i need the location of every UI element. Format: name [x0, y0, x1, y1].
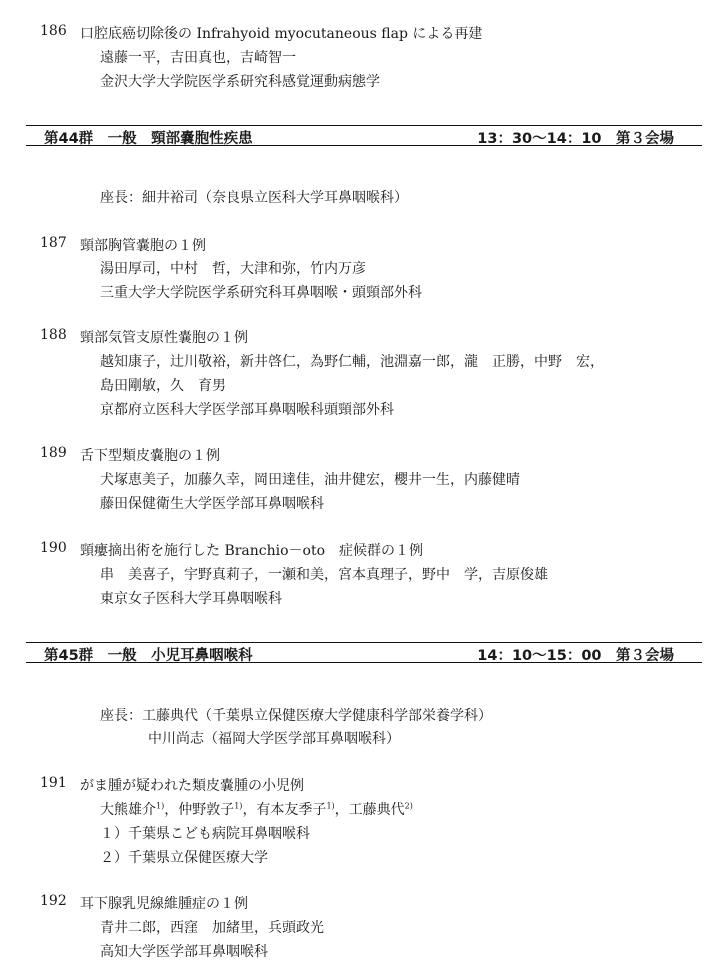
entry-title: がま腫が疑われた類皮嚢腫の小児例	[80, 778, 304, 794]
affiliation-mark: 1)	[156, 801, 165, 811]
entry-affiliation: ２）千葉県立保健医療大学	[100, 850, 268, 866]
section-title: 第44群 一般 頸部嚢胞性疾患	[44, 131, 253, 147]
entry-affiliation: 金沢大学大学院医学系研究科感覚運動病態学	[100, 74, 380, 90]
section-rule	[26, 145, 702, 146]
entry-number: 186	[40, 23, 67, 39]
entry-authors	[100, 799, 413, 819]
entry-title: 頸部胸管嚢胞の１例	[80, 238, 206, 254]
author-name: 大熊雄介	[100, 802, 156, 818]
entry-affiliation: １）千葉県こども病院耳鼻咽喉科	[100, 826, 310, 842]
chairperson: 座長：細井裕司（奈良県立医科大学耳鼻咽喉科）	[100, 190, 408, 206]
author-name: ，工藤典代	[334, 802, 405, 818]
entry-number: 192	[40, 893, 67, 909]
entry-number: 187	[40, 235, 67, 251]
section-rule	[26, 125, 702, 126]
author-name: ，有本友季子	[242, 802, 327, 818]
section-header-45	[26, 642, 702, 663]
section-time: 14：10〜15：00 第３会場	[477, 648, 674, 664]
entry-affiliation: 高知大学医学部耳鼻咽喉科	[100, 944, 268, 960]
entry-authors: 遠藤一平，吉田真也，吉崎智一	[100, 50, 296, 66]
entry-authors: 串 美喜子，宇野真莉子，一瀬和美，宮本真理子，野中 学，吉原俊雄	[100, 567, 548, 583]
section-rule	[26, 662, 702, 663]
section-title: 第45群 一般 小児耳鼻咽喉科	[44, 648, 253, 664]
entry-title: 頸瘻摘出術を施行した Branchio－oto 症候群の１例	[80, 543, 424, 559]
entry-title: 舌下型類皮嚢胞の１例	[80, 448, 220, 464]
chairperson: 中川尚志（福岡大学医学部耳鼻咽喉科）	[148, 731, 400, 747]
entry-authors: 島田剛敏，久 育男	[100, 378, 226, 394]
chairperson: 座長：工藤典代（千葉県立保健医療大学健康科学部栄養学科）	[100, 708, 492, 724]
entry-authors: 犬塚恵美子，加藤久幸，岡田達佳，油井健宏，櫻井一生，内藤健晴	[100, 472, 520, 488]
entry-affiliation: 京都府立医科大学医学部耳鼻咽喉科頭頸部外科	[100, 402, 394, 418]
section-header-44	[26, 125, 702, 146]
entry-affiliation: 藤田保健衛生大学医学部耳鼻咽喉科	[100, 496, 324, 512]
affiliation-mark: 1)	[326, 801, 335, 811]
section-time: 13：30〜14：10 第３会場	[477, 131, 674, 147]
entry-number: 189	[40, 445, 67, 461]
entry-authors: 越知康子，辻川敬裕，新井啓仁，為野仁輔，池淵嘉一郎，瀧 正勝，中野 宏，	[100, 354, 604, 370]
entry-title: 耳下腺乳児線維腫症の１例	[80, 896, 248, 912]
entry-number: 190	[40, 540, 67, 556]
entry-title: 頸部気管支原性嚢胞の１例	[80, 330, 248, 346]
entry-authors: 湯田厚司，中村 哲，大津和弥，竹内万彦	[100, 261, 366, 277]
author-name: ，仲野敦子	[164, 802, 235, 818]
affiliation-mark: 2)	[404, 801, 413, 811]
entry-title: 口腔底癌切除後の Infrahyoid myocutaneous flap による再建	[80, 26, 483, 42]
affiliation-mark: 1)	[234, 801, 243, 811]
section-rule	[26, 642, 702, 643]
entry-number: 191	[40, 775, 67, 791]
entry-affiliation: 東京女子医科大学耳鼻咽喉科	[100, 591, 282, 607]
entry-number: 188	[40, 327, 67, 343]
entry-affiliation: 三重大学大学院医学系研究科耳鼻咽喉・頭頸部外科	[100, 285, 422, 301]
entry-authors: 青井二郎，西窪 加緒里，兵頭政光	[100, 920, 324, 936]
